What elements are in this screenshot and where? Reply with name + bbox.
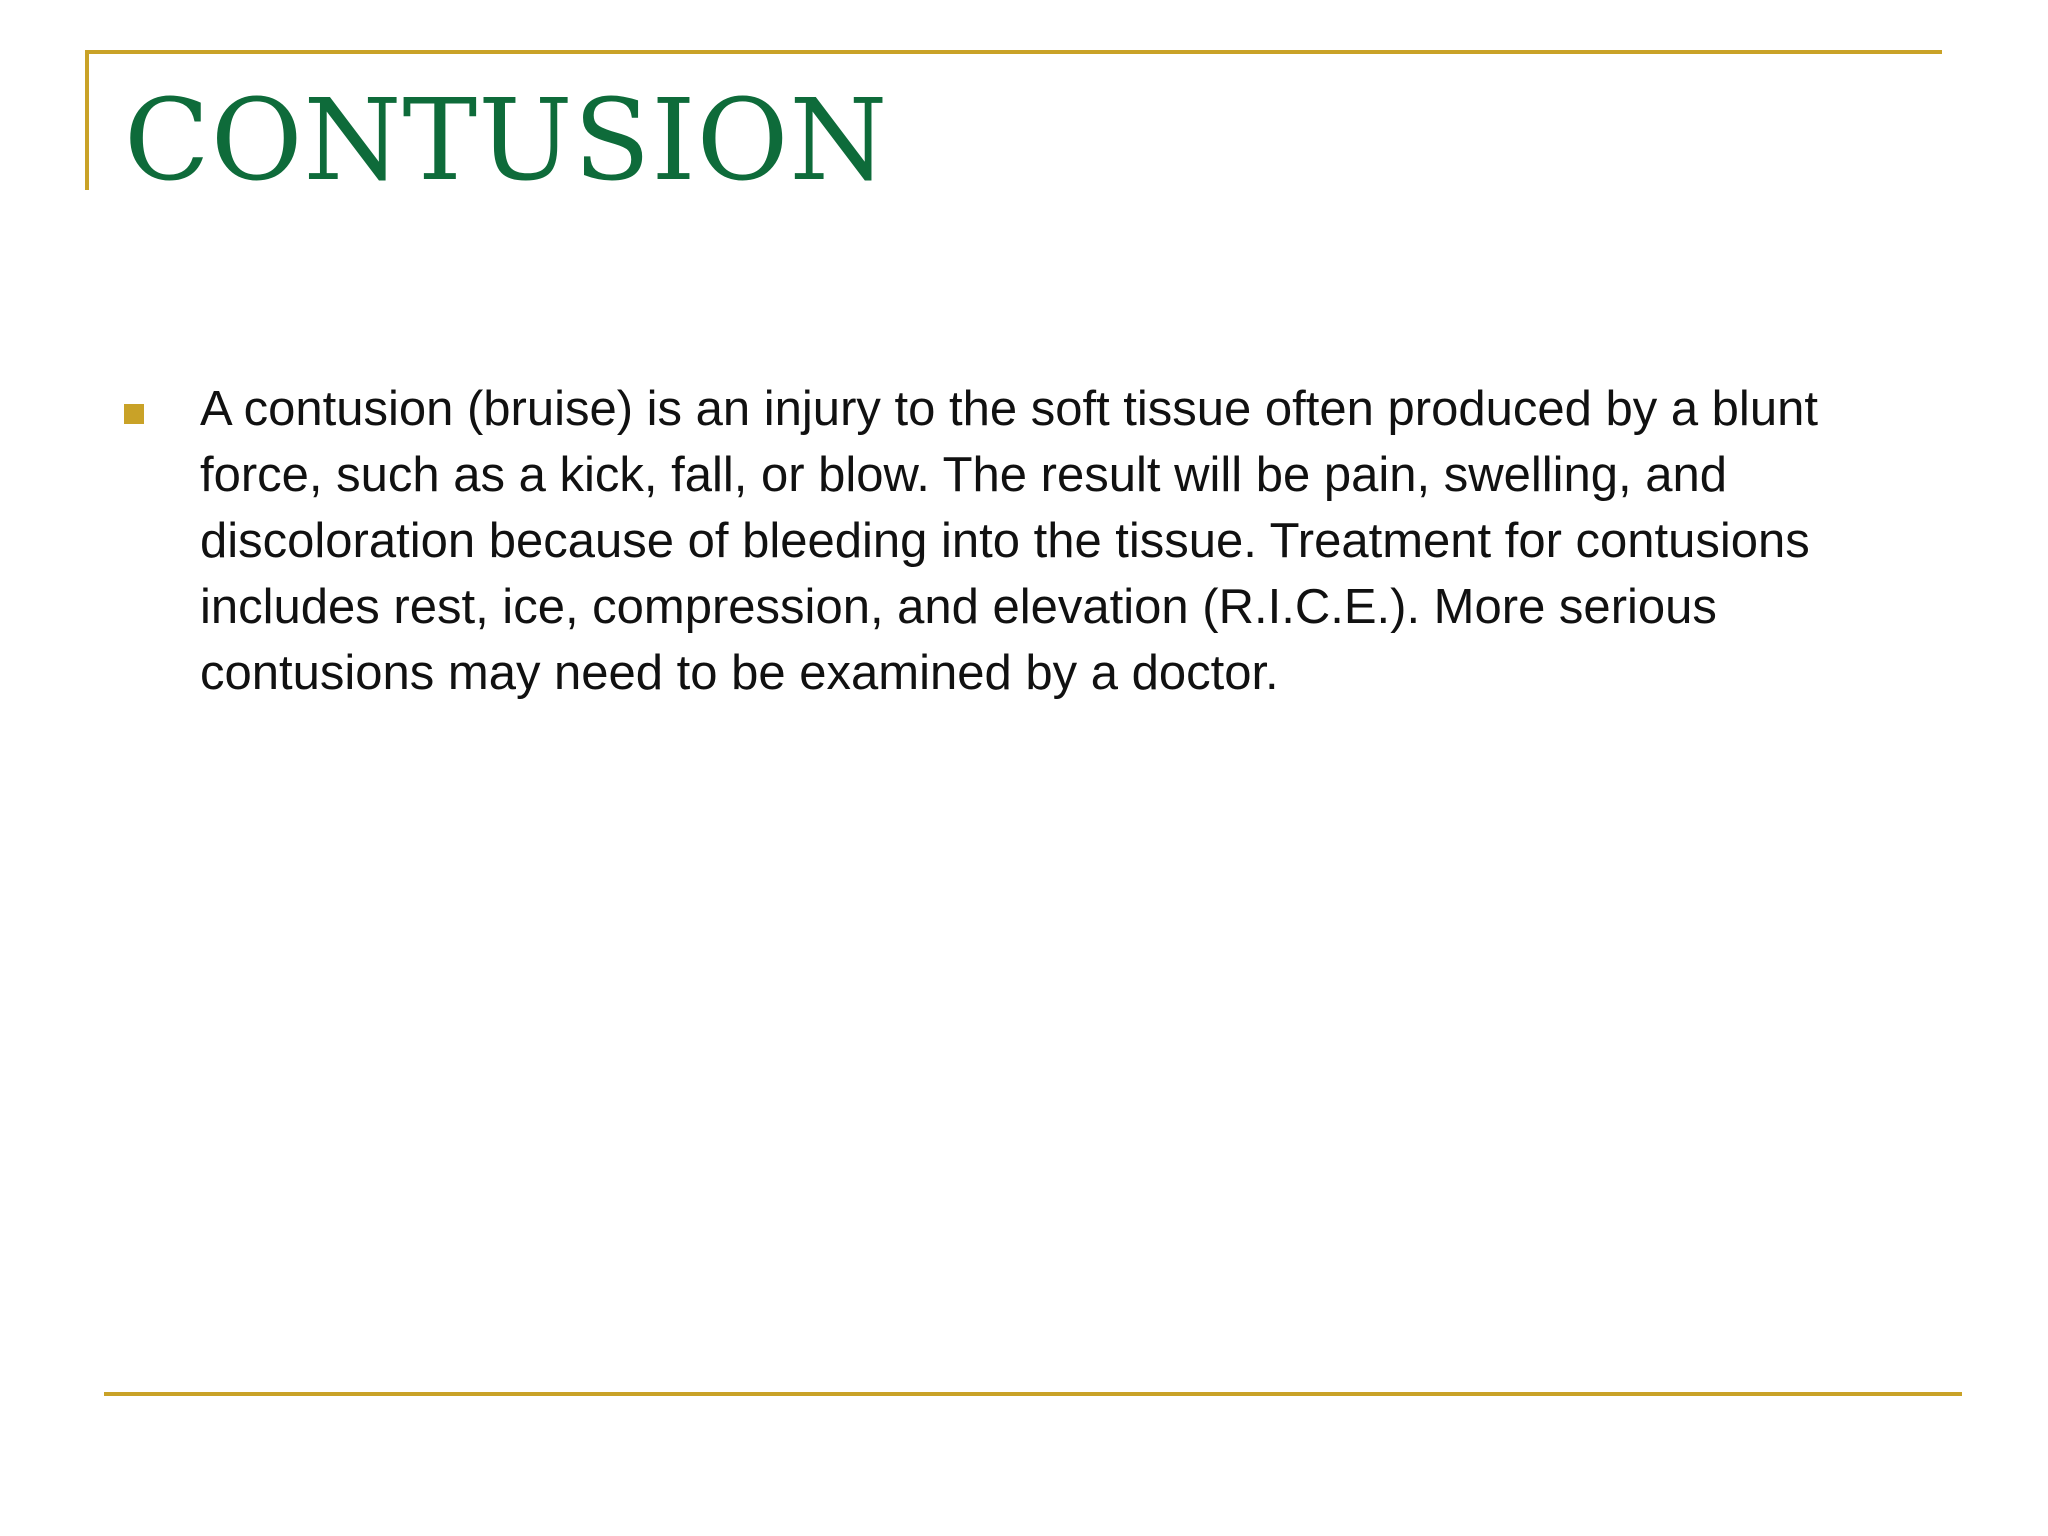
bullet-text: A contusion (bruise) is an injury to the soft tissue often produced by a blunt force, such as a kick, fall, or blow. The result will be pain, swelling, and discoloration because of bleeding into the tissue. Treatment for contusions includes rest, ice, compression, and elevation (R.I.C.E.). More serious contusions may need to be examined by a doctor. [200, 382, 1818, 700]
left-frame-line [85, 50, 89, 190]
slide-title: CONTUSION [124, 76, 889, 206]
square-bullet-icon [124, 404, 144, 424]
top-frame-line [85, 50, 1942, 54]
slide-content [124, 376, 1944, 706]
bullet-item [124, 376, 1944, 706]
bottom-frame-line [104, 1392, 1962, 1396]
